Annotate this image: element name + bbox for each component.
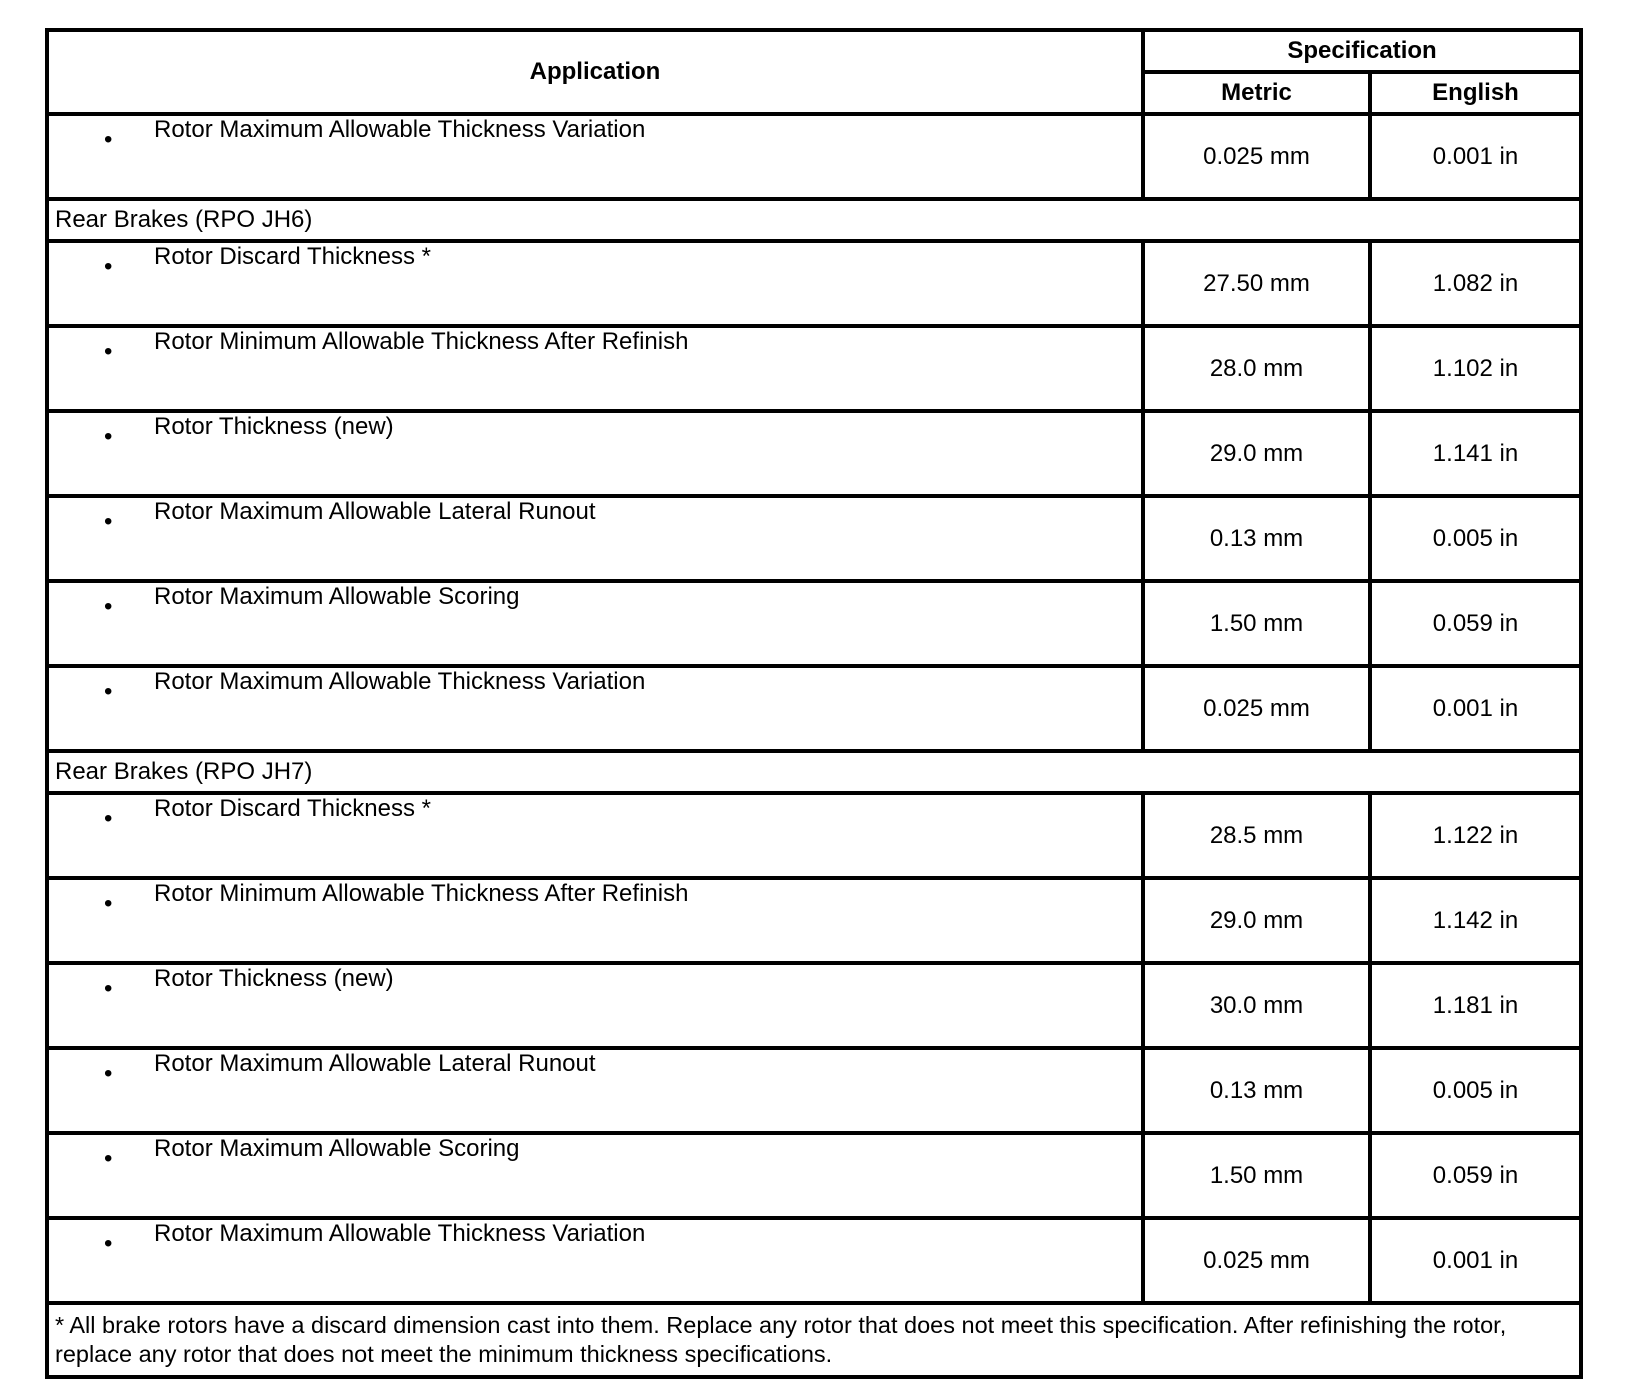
bullet-icon: •: [104, 1230, 113, 1257]
english-value: 0.001 in: [1370, 666, 1581, 751]
english-value: 0.059 in: [1370, 581, 1581, 666]
metric-value: 28.0 mm: [1143, 326, 1370, 411]
application-header: Application: [47, 30, 1143, 114]
table-row: [47, 1048, 1581, 1133]
application-cell: [47, 581, 1143, 666]
table-row: [47, 793, 1581, 878]
specification-header: Specification: [1143, 30, 1581, 72]
group-label: Rear Brakes (RPO JH6): [47, 199, 1581, 241]
group-header-row: [47, 751, 1581, 793]
table-row: [47, 1133, 1581, 1218]
footnote: * All brake rotors have a discard dimension cast into them. Replace any rotor that does not meet this specification. After refinishing the rotor, replace any rotor that does not meet the minimum thickness specifications.: [47, 1303, 1581, 1377]
group-header-row: [47, 199, 1581, 241]
english-header: English: [1370, 72, 1581, 114]
table-row: [47, 496, 1581, 581]
application-label: Rotor Maximum Allowable Thickness Variation: [154, 668, 646, 695]
metric-value: 29.0 mm: [1143, 878, 1370, 963]
application-label: Rotor Thickness (new): [154, 965, 394, 992]
application-label: Rotor Thickness (new): [154, 413, 394, 440]
table-row: [47, 878, 1581, 963]
application-label: Rotor Maximum Allowable Thickness Variation: [154, 1220, 646, 1247]
application-cell: [47, 1048, 1143, 1133]
metric-value: 0.13 mm: [1143, 496, 1370, 581]
table-row: [47, 326, 1581, 411]
english-value: 1.181 in: [1370, 963, 1581, 1048]
table-row: [47, 411, 1581, 496]
bullet-icon: •: [104, 253, 113, 280]
bullet-icon: •: [104, 1060, 113, 1087]
application-cell: [47, 411, 1143, 496]
application-cell: [47, 963, 1143, 1048]
metric-value: 1.50 mm: [1143, 1133, 1370, 1218]
metric-value: 28.5 mm: [1143, 793, 1370, 878]
english-value: 0.001 in: [1370, 1218, 1581, 1303]
bullet-icon: •: [104, 338, 113, 365]
bullet-icon: •: [104, 423, 113, 450]
application-cell: [47, 241, 1143, 326]
metric-value: 1.50 mm: [1143, 581, 1370, 666]
english-value: 1.141 in: [1370, 411, 1581, 496]
english-value: 1.122 in: [1370, 793, 1581, 878]
application-label: Rotor Discard Thickness *: [154, 795, 431, 822]
application-cell: [47, 878, 1143, 963]
bullet-icon: •: [104, 508, 113, 535]
english-value: 0.005 in: [1370, 1048, 1581, 1133]
metric-value: 30.0 mm: [1143, 963, 1370, 1048]
bullet-icon: •: [104, 890, 113, 917]
metric-value: 29.0 mm: [1143, 411, 1370, 496]
application-label: Rotor Maximum Allowable Lateral Runout: [154, 498, 596, 525]
application-label: Rotor Maximum Allowable Lateral Runout: [154, 1050, 596, 1077]
application-label: Rotor Maximum Allowable Thickness Variation: [154, 116, 646, 143]
table-row: [47, 581, 1581, 666]
english-value: 0.005 in: [1370, 496, 1581, 581]
table-row: [47, 666, 1581, 751]
application-cell: [47, 1133, 1143, 1218]
table-row: [47, 114, 1581, 199]
bullet-icon: •: [104, 593, 113, 620]
english-value: 1.102 in: [1370, 326, 1581, 411]
table-row: [47, 1218, 1581, 1303]
bullet-icon: •: [104, 805, 113, 832]
application-cell: [47, 326, 1143, 411]
application-cell: [47, 496, 1143, 581]
table-row: [47, 241, 1581, 326]
metric-value: 0.13 mm: [1143, 1048, 1370, 1133]
application-label: Rotor Discard Thickness *: [154, 243, 431, 270]
application-label: Rotor Minimum Allowable Thickness After Refinish: [154, 880, 689, 907]
english-value: 0.059 in: [1370, 1133, 1581, 1218]
specification-table-body: [47, 114, 1581, 1303]
footnote-row: [47, 1303, 1581, 1377]
bullet-icon: •: [104, 126, 113, 153]
group-label: Rear Brakes (RPO JH7): [47, 751, 1581, 793]
english-value: 1.142 in: [1370, 878, 1581, 963]
application-cell: [47, 1218, 1143, 1303]
bullet-icon: •: [104, 1145, 113, 1172]
metric-header: Metric: [1143, 72, 1370, 114]
metric-value: 0.025 mm: [1143, 666, 1370, 751]
application-label: Rotor Minimum Allowable Thickness After Refinish: [154, 328, 689, 355]
metric-value: 0.025 mm: [1143, 1218, 1370, 1303]
english-value: 0.001 in: [1370, 114, 1581, 199]
metric-value: 27.50 mm: [1143, 241, 1370, 326]
specification-table: [45, 28, 1583, 1379]
english-value: 1.082 in: [1370, 241, 1581, 326]
application-cell: [47, 793, 1143, 878]
bullet-icon: •: [104, 678, 113, 705]
bullet-icon: •: [104, 975, 113, 1002]
table-row: [47, 963, 1581, 1048]
application-cell: [47, 666, 1143, 751]
metric-value: 0.025 mm: [1143, 114, 1370, 199]
application-label: Rotor Maximum Allowable Scoring: [154, 583, 520, 610]
application-label: Rotor Maximum Allowable Scoring: [154, 1135, 520, 1162]
application-cell: [47, 114, 1143, 199]
